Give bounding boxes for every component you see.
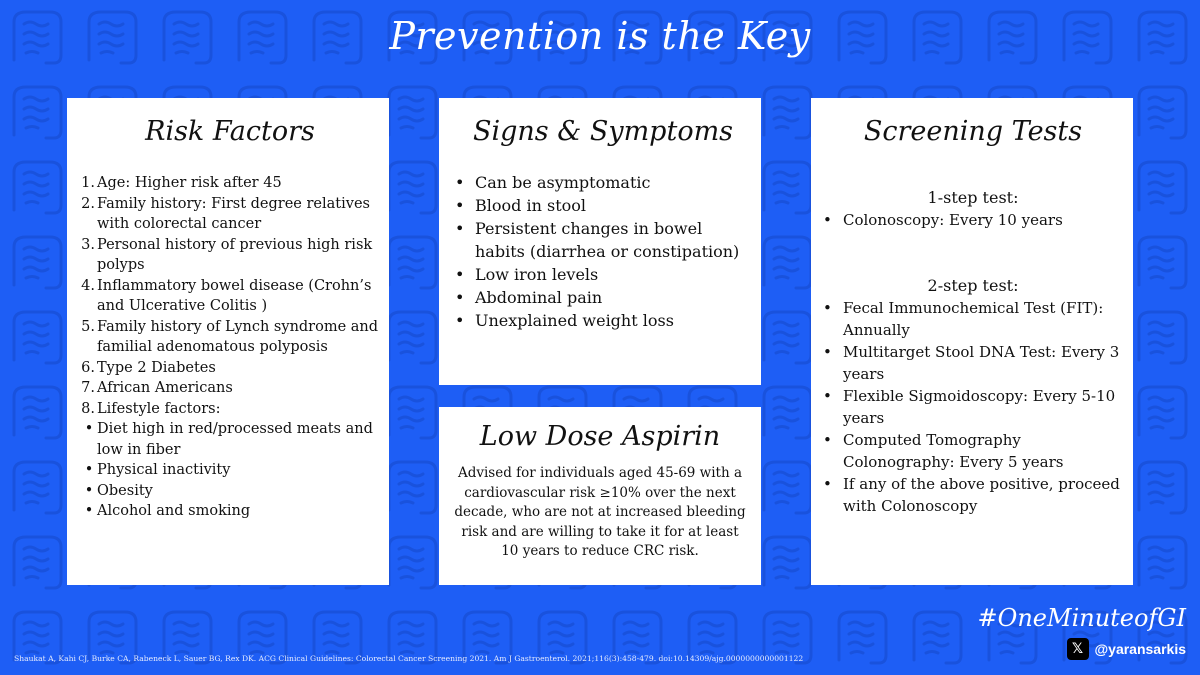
list-item-text: Physical inactivity — [97, 462, 231, 478]
aspirin-heading: Low Dose Aspirin — [479, 421, 721, 452]
list-item-text: Can be asymptomatic — [475, 173, 651, 192]
list-item-text: African Americans — [97, 380, 233, 396]
step2-list — [821, 297, 1125, 517]
list-item-text: Unexplained weight loss — [475, 311, 674, 330]
list-item — [821, 209, 1125, 231]
risk-factors-list — [81, 173, 379, 522]
screening-tests-card — [811, 98, 1133, 585]
bullet-icon: • — [84, 462, 94, 478]
list-item-text: Flexible Sigmoidoscopy: Every 5-10 years — [843, 387, 1116, 427]
author-handle[interactable] — [1067, 638, 1187, 660]
list-marker: 3. — [81, 236, 95, 253]
bullet-icon: • — [455, 311, 465, 330]
list-item — [453, 217, 753, 263]
list-item — [81, 276, 379, 317]
bullet-icon: • — [455, 219, 465, 238]
list-item-text: Blood in stool — [475, 196, 586, 215]
list-marker: 4. — [81, 277, 95, 294]
list-item-text: Diet high in red/processed meats and low in fiber — [97, 421, 373, 458]
list-item-text: Inflammatory bowel disease (Crohn’s and Ulcerative Colitis ) — [97, 277, 372, 314]
list-item-text: Family history of Lynch syndrome and familial adenomatous polyposis — [97, 318, 379, 355]
bullet-icon: • — [84, 421, 94, 437]
step1-list — [821, 209, 1125, 231]
x-logo-icon: 𝕏 — [1067, 638, 1089, 660]
list-item — [453, 286, 753, 309]
list-marker: 2. — [81, 195, 95, 212]
list-item-text: Age: Higher risk after 45 — [97, 175, 282, 191]
list-item — [81, 317, 379, 358]
aspirin-text: Advised for individuals aged 45-69 with a cardiovascular risk ≥10% over the next decade, who are not at increased bleeding risk and are willing to take it for at least 10 years to reduce CRC risk. — [454, 465, 746, 559]
page-title: Prevention is the Key — [389, 14, 811, 58]
list-item-text: Multitarget Stool DNA Test: Every 3 years — [843, 343, 1120, 383]
aspirin-card — [439, 407, 761, 585]
list-marker: 5. — [81, 318, 95, 335]
list-item — [81, 235, 379, 276]
list-item-text: Type 2 Diabetes — [97, 359, 216, 376]
bullet-icon: • — [823, 211, 832, 229]
handle-text: @yaransarkis — [1094, 641, 1186, 657]
list-item-text: Alcohol and smoking — [97, 503, 251, 519]
list-item — [821, 385, 1125, 429]
list-item — [453, 171, 753, 194]
list-item — [81, 481, 379, 502]
list-item-text: Persistent changes in bowel habits (diarrhea or constipation) — [475, 219, 740, 261]
screening-tests-heading: Screening Tests — [863, 116, 1083, 147]
list-marker: 6. — [81, 359, 95, 376]
step1-title: 1-step test: — [927, 188, 1019, 207]
bullet-icon: • — [823, 475, 832, 493]
list-item-text: Colonoscopy: Every 10 years — [843, 211, 1063, 229]
bullet-icon: • — [823, 431, 832, 449]
list-item — [821, 473, 1125, 517]
list-item-text: Family history: First degree relatives with colorectal cancer — [97, 195, 370, 232]
list-item — [821, 429, 1125, 473]
hashtag-label: #OneMinuteofGI — [977, 604, 1186, 632]
list-item-text: Abdominal pain — [475, 288, 603, 307]
list-marker: 1. — [81, 175, 95, 191]
bullet-icon: • — [455, 196, 465, 215]
bullet-icon: • — [455, 173, 465, 192]
list-item — [81, 194, 379, 235]
list-item — [81, 173, 379, 194]
list-item — [453, 309, 753, 332]
signs-symptoms-heading: Signs & Symptoms — [472, 116, 734, 147]
list-item — [821, 297, 1125, 341]
list-item — [81, 378, 379, 399]
list-item — [81, 419, 379, 460]
list-item-text: Low iron levels — [475, 265, 599, 284]
list-item-text: Fecal Immunochemical Test (FIT): Annually — [843, 299, 1104, 339]
list-item — [81, 501, 379, 522]
list-item-text: Lifestyle factors: — [97, 400, 221, 417]
list-item — [81, 460, 379, 481]
bullet-icon: • — [823, 387, 832, 405]
list-item-text: Computed Tomography Colonography: Every 5 years — [843, 431, 1064, 471]
step2-title: 2-step test: — [927, 276, 1019, 295]
risk-factors-heading: Risk Factors — [145, 116, 315, 147]
list-item — [453, 194, 753, 217]
citation-text: Shaukat A, Kahi CJ, Burke CA, Rabeneck L, Sauer BG, Rex DK. ACG Clinical Guidelines: Colorectal Cancer Screening 2021. Am J Gastroenterol. 2021;116(3):458-479. doi:10.14309/ajg.0000000000001122 — [14, 654, 804, 663]
list-item — [453, 263, 753, 286]
bullet-icon: • — [823, 299, 832, 317]
bullet-icon: • — [84, 503, 94, 519]
list-item — [81, 358, 379, 379]
signs-symptoms-card — [439, 98, 761, 385]
risk-factors-card — [67, 98, 389, 585]
list-item-text: If any of the above positive, proceed with Colonoscopy — [843, 475, 1120, 515]
list-item-text: Personal history of previous high risk polyps — [97, 236, 373, 273]
list-item — [821, 341, 1125, 385]
bullet-icon: • — [455, 265, 465, 284]
list-item-text: Obesity — [97, 482, 153, 499]
list-item — [81, 399, 379, 420]
signs-symptoms-list — [453, 171, 753, 332]
bullet-icon: • — [84, 482, 94, 499]
bullet-icon: • — [823, 343, 832, 361]
list-marker: 7. — [81, 380, 95, 396]
list-marker: 8. — [81, 400, 95, 417]
bullet-icon: • — [455, 288, 465, 307]
